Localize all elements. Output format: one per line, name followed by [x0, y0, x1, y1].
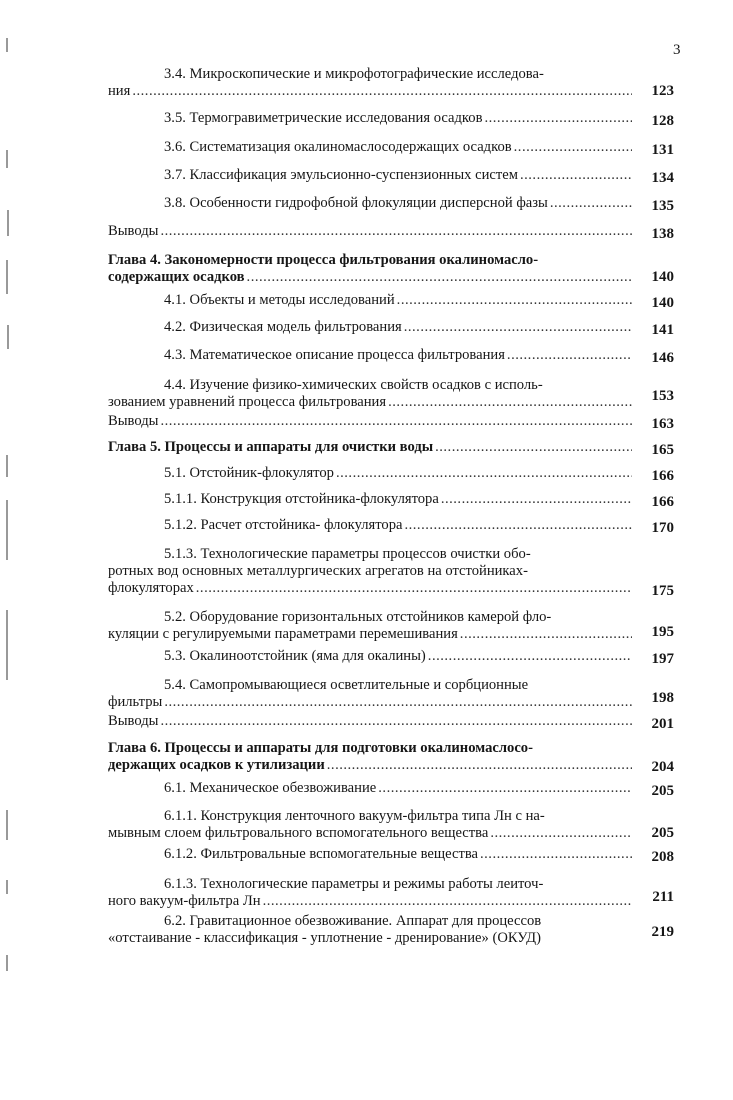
toc-entry — [108, 319, 678, 339]
toc-page-number: 205 — [651, 825, 674, 841]
toc-entry-text: 6.1.1. Конструкция ленточного вакуум-фильтра типа Лн с на- — [164, 808, 545, 824]
toc-entry-text: ного вакуум-фильтра Лн — [108, 893, 261, 909]
toc-page-number: 146 — [651, 350, 674, 366]
toc-entry-text: ротных вод основных металлургических агрегатов на отстойниках- — [108, 563, 528, 579]
toc-entry — [108, 808, 678, 844]
toc-page-number: 211 — [652, 889, 674, 905]
toc-entry-text: 6.2. Гравитационное обезвоживание. Аппарат для процессов — [164, 913, 542, 929]
toc-entry-text: «отстаивание - классификация - уплотнение - дренирование» (ОКУД) — [108, 930, 541, 946]
toc-chapter — [108, 439, 678, 459]
toc-entry-text: 5.1.2. Расчет отстойника- флокулятора — [164, 517, 403, 533]
toc-entry-text: 3.7. Классификация эмульсионно-суспензионных систем — [164, 167, 518, 183]
toc-entry-text: флокуляторах — [108, 580, 194, 596]
toc-page-number: 163 — [651, 416, 674, 432]
toc-page-number: 128 — [651, 113, 674, 129]
toc-entry — [108, 167, 678, 187]
toc-entry-text: Глава 6. Процессы и аппараты для подготовки окалиномаслосо- — [108, 740, 533, 756]
toc-entry-text: 3.4. Микроскопические и микрофотографические исследова- — [164, 66, 544, 82]
toc-entry — [108, 223, 678, 243]
toc-page-number: 140 — [651, 269, 674, 285]
toc-entry — [108, 292, 678, 312]
toc-entry-text: 6.1. Механическое обезвоживание — [164, 780, 377, 796]
toc-chapter — [108, 252, 678, 288]
toc-page-number: 204 — [651, 759, 674, 775]
toc-entry — [108, 110, 678, 130]
toc-entry — [108, 377, 678, 413]
toc-entry — [108, 66, 678, 106]
toc-entry-text: Выводы — [108, 413, 159, 429]
toc-entry-text: 3.5. Термогравиметрические исследования осадков — [164, 110, 483, 126]
toc-page-number: 205 — [651, 783, 674, 799]
toc-entry-text: 5.3. Окалиноотстойник (яма для окалины) — [164, 648, 426, 664]
toc-entry — [108, 846, 678, 866]
scan-margin-marks — [0, 0, 20, 1100]
toc-entry-text: Глава 4. Закономерности процесса фильтрования окалиномасло- — [108, 252, 539, 268]
toc-entry-text: 6.1.2. Фильтровальные вспомогательные вещества — [164, 846, 478, 862]
toc-page-number: 198 — [651, 690, 674, 706]
toc-page-number: 208 — [651, 849, 674, 865]
table-of-contents — [108, 66, 678, 949]
toc-chapter — [108, 740, 678, 776]
toc-entry-text: 5.1.3. Технологические параметры процессов очистки обо- — [164, 546, 531, 562]
toc-entry — [108, 780, 678, 800]
toc-page-number: 140 — [651, 295, 674, 311]
toc-entry — [108, 465, 678, 485]
toc-entry — [108, 609, 678, 645]
toc-page-number: 195 — [651, 624, 674, 640]
toc-page-number: 134 — [651, 170, 674, 186]
toc-entry-text: 4.4. Изучение физико-химических свойств осадков с исполь- — [164, 377, 543, 393]
toc-page-number: 141 — [651, 322, 674, 338]
toc-entry-text: мывным слоем фильтровального вспомогательного вещества — [108, 825, 489, 841]
toc-entry-text: 5.4. Самопромывающиеся осветлительные и сорбционные — [164, 677, 529, 693]
toc-entry-text: 5.2. Оборудование горизонтальных отстойников камерой фло- — [164, 609, 552, 625]
toc-page-number: 175 — [651, 583, 674, 599]
toc-entry — [108, 491, 678, 511]
toc-page-number: 219 — [651, 924, 674, 940]
toc-page-number: 201 — [651, 716, 674, 732]
toc-entry-text: ния — [108, 83, 131, 99]
toc-entry-text: Выводы — [108, 223, 159, 239]
toc-entry — [108, 648, 678, 668]
toc-entry-text: 3.8. Особенности гидрофобной флокуляции дисперсной фазы — [164, 195, 548, 211]
toc-entry-text: 4.3. Математическое описание процесса фильтрования — [164, 347, 505, 363]
toc-page-number: 153 — [651, 388, 674, 404]
toc-entry — [108, 677, 678, 713]
toc-entry-text: 4.1. Объекты и методы исследований — [164, 292, 395, 308]
toc-page-number: 138 — [651, 226, 674, 242]
toc-page-number: 197 — [651, 651, 674, 667]
toc-entry-text: куляции с регулируемыми параметрами перемешивания — [108, 626, 458, 642]
toc-entry — [108, 195, 678, 215]
toc-page-number: 131 — [651, 142, 674, 158]
toc-entry — [108, 546, 678, 600]
toc-entry-text: 5.1. Отстойник-флокулятор — [164, 465, 334, 481]
toc-entry — [108, 713, 678, 733]
toc-page-number: 165 — [651, 442, 674, 458]
toc-entry — [108, 876, 678, 912]
toc-entry — [108, 913, 678, 949]
toc-page-number: 166 — [651, 494, 674, 510]
toc-entry-text: 3.6. Систематизация окалиномаслосодержащих осадков — [164, 139, 512, 155]
toc-entry — [108, 413, 678, 433]
toc-entry-text: 5.1.1. Конструкция отстойника-флокулятора — [164, 491, 439, 507]
toc-entry — [108, 347, 678, 367]
toc-entry-text: 4.2. Физическая модель фильтрования — [164, 319, 402, 335]
toc-entry — [108, 517, 678, 537]
toc-entry-text: содержащих осадков — [108, 269, 245, 285]
toc-entry-text: фильтры — [108, 694, 163, 710]
toc-entry — [108, 139, 678, 159]
toc-entry-text: зованием уравнений процесса фильтрования — [108, 394, 387, 410]
toc-entry-text: Выводы — [108, 713, 159, 729]
toc-entry-text: Глава 5. Процессы и аппараты для очистки воды — [108, 439, 434, 455]
page-number: 3 — [673, 42, 681, 58]
toc-page-number: 135 — [651, 198, 674, 214]
toc-page-number: 170 — [651, 520, 674, 536]
toc-entry-text: 6.1.3. Технологические параметры и режимы работы леиточ- — [164, 876, 544, 892]
toc-page-number: 123 — [651, 83, 674, 99]
toc-entry-text: держащих осадков к утилизации — [108, 757, 325, 773]
toc-page-number: 166 — [651, 468, 674, 484]
